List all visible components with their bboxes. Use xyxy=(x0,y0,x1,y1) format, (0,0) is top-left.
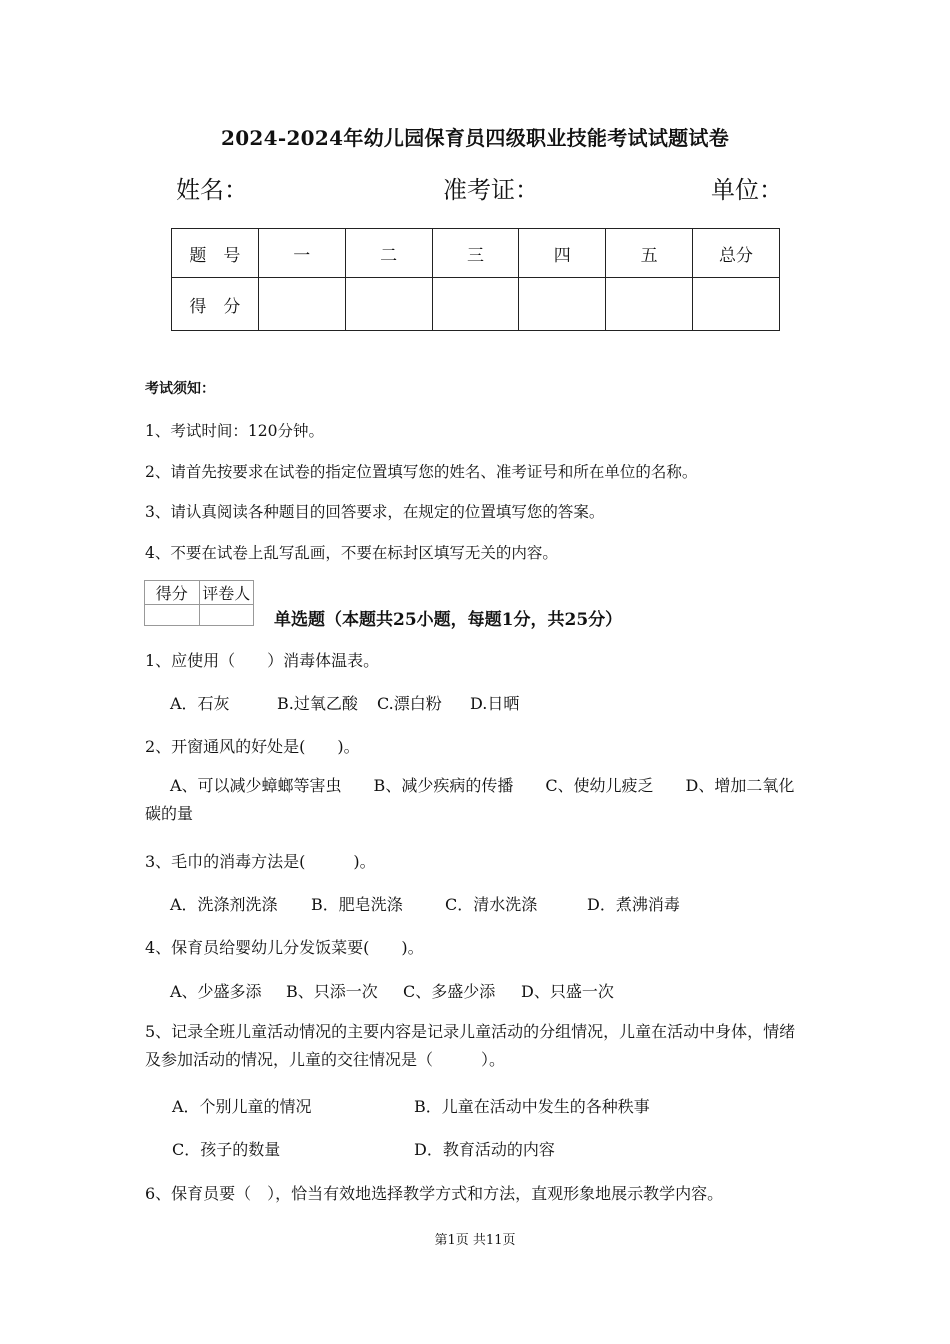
option-c: C.漂白粉 xyxy=(377,694,442,713)
option-d: D．教育活动的内容 xyxy=(414,1140,555,1159)
option-b: B.过氧乙酸 xyxy=(277,694,358,713)
option-c: C．清水洗涤 xyxy=(445,895,538,914)
score-table-score-row xyxy=(172,278,780,331)
score-table-cell: 一 xyxy=(258,229,345,278)
score-table xyxy=(171,228,780,331)
score-table-cell: 三 xyxy=(432,229,519,278)
option-d: D.日晒 xyxy=(470,694,520,713)
score-input-cell[interactable] xyxy=(432,278,519,331)
question-stem: 3、毛巾的消毒方法是( )。 xyxy=(145,852,376,871)
section-title: 单选题（本题共25小题，每题1分，共25分） xyxy=(274,610,623,630)
score-table-cell: 五 xyxy=(606,229,693,278)
option-a: A．石灰 xyxy=(170,694,230,713)
option-b: B．儿童在活动中发生的各种秩事 xyxy=(414,1097,650,1116)
option-c: C、多盛少添 xyxy=(403,982,496,1001)
option-a: A．洗涤剂洗涤 xyxy=(170,895,278,914)
grader-score-cell[interactable] xyxy=(145,605,200,626)
score-table-cell: 总分 xyxy=(693,229,780,278)
score-table-cell: 二 xyxy=(345,229,432,278)
name-label: 姓名： xyxy=(176,176,248,204)
option-d: D、只盛一次 xyxy=(521,982,614,1001)
question-options: A、可以减少蟑螂等害虫 B、减少疾病的传播 C、使幼儿疲乏 D、增加二氧化碳的量 xyxy=(145,776,795,823)
option-d: D．煮沸消毒 xyxy=(587,895,680,914)
notice-item: 2、请首先按要求在试卷的指定位置填写您的姓名、准考证号和所在单位的名称。 xyxy=(145,463,698,481)
score-table-cell: 题 号 xyxy=(172,229,259,278)
notice-item: 3、请认真阅读各种题目的回答要求，在规定的位置填写您的答案。 xyxy=(145,503,605,521)
question-stem: 5、记录全班儿童活动情况的主要内容是记录儿童活动的分组情况，儿童在活动中身体，情绪及参加活动的情况，儿童的交往情况是（ ）。 xyxy=(145,1022,796,1069)
question-stem: 4、保育员给婴幼儿分发饭菜要( )。 xyxy=(145,938,424,957)
page-footer: 第1页 共11页 xyxy=(434,1233,516,1248)
exam-id-label: 准考证： xyxy=(443,176,539,204)
question-stem: 1、应使用（ ）消毒体温表。 xyxy=(145,651,380,670)
grader-box xyxy=(144,580,254,626)
score-input-cell[interactable] xyxy=(519,278,606,331)
option-a: A、少盛多添 xyxy=(170,982,262,1001)
score-input-cell[interactable] xyxy=(258,278,345,331)
score-table-header-row xyxy=(172,229,780,278)
question-stem: 2、开窗通风的好处是( )。 xyxy=(145,737,360,756)
notice-item: 1、考试时间：120分钟。 xyxy=(145,422,324,440)
grader-score-label: 得分 xyxy=(145,581,200,605)
grader-name-cell[interactable] xyxy=(199,605,254,626)
grader-name-label: 评卷人 xyxy=(199,581,254,605)
score-input-cell[interactable] xyxy=(693,278,780,331)
option-b: B．肥皂洗涤 xyxy=(311,895,403,914)
option-a: A．个别儿童的情况 xyxy=(172,1097,312,1116)
notice-heading: 考试须知： xyxy=(145,381,215,397)
option-c: C．孩子的数量 xyxy=(172,1140,281,1159)
unit-label: 单位： xyxy=(711,176,783,204)
score-input-cell[interactable] xyxy=(345,278,432,331)
question-stem: 6、保育员要（ ），恰当有效地选择教学方式和方法，直观形象地展示教学内容。 xyxy=(145,1184,724,1203)
score-input-cell[interactable] xyxy=(606,278,693,331)
option-b: B、只添一次 xyxy=(286,982,378,1001)
score-table-cell: 四 xyxy=(519,229,606,278)
score-row-label: 得 分 xyxy=(172,278,259,331)
exam-title: 2024-2024年幼儿园保育员四级职业技能考试试题试卷 xyxy=(220,126,730,150)
notice-item: 4、不要在试卷上乱写乱画，不要在标封区填写无关的内容。 xyxy=(145,544,558,562)
